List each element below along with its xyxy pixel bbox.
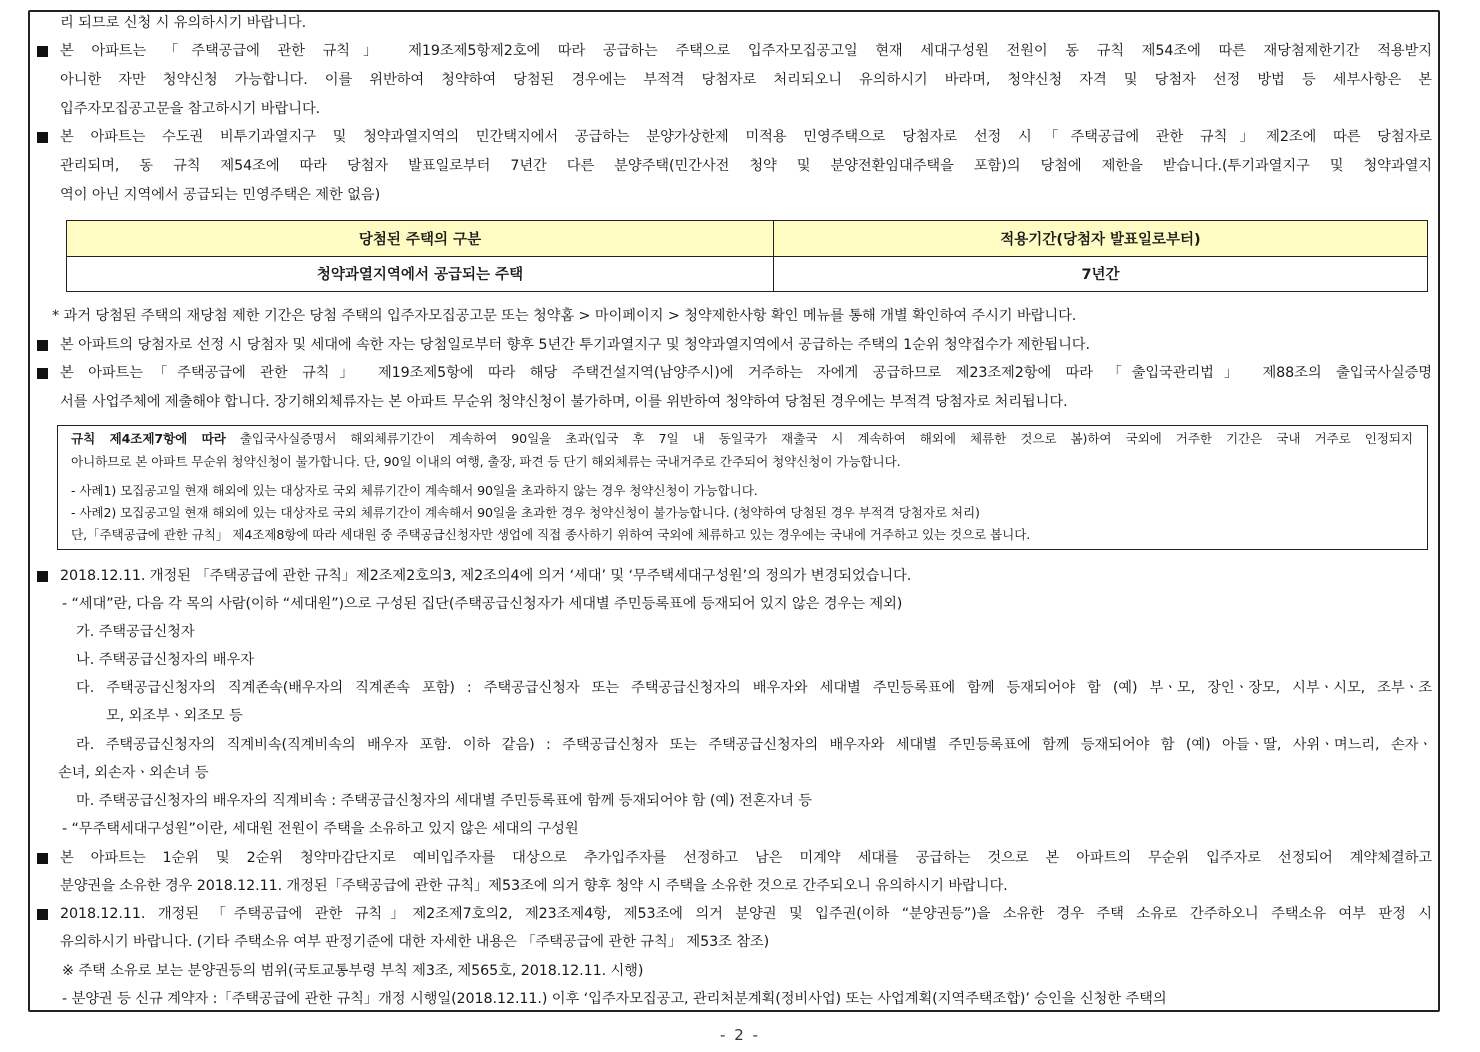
paragraph-unranked-line-2: 분양권을 소유한 경우 2018.12.11. 개정된「주택공급에 관한 규칙」제53조에 의거 향후 청약 시 주택을 소유한 것으로 간주되오니 유의하시기 바랍니다. xyxy=(60,878,1008,894)
paragraph-unranked-line-1: 본 아파트는 1순위 및 2순위 청약마감단지로 예비입주자를 대상으로 추가입주자를 선정하고 남은 미계약 세대를 공급하는 것으로 본 아파트의 무순위 입주자로 선정되어 계약체결하고 xyxy=(60,850,1432,866)
no-house-definition: - “무주택세대구성원”이란, 세대원 전원이 주택을 소유하고 있지 않은 세대의 구성원 xyxy=(62,821,579,837)
household-item-na: 나. 주택공급신청자의 배우자 xyxy=(76,652,254,668)
household-definition: - “세대”란, 다음 각 목의 사람(이하 “세대원”)으로 구성된 집단(주택공급신청자가 세대별 주민등록표에 등재되어 있지 않은 경우는 제외) xyxy=(62,596,903,612)
box-line-1-rest: 출입국사실증명서 해외체류기간이 계속하여 90일을 초과(입국 후 7일 내 동일국가 재출국 시 계속하여 해외에 체류한 것으로 봄)하여 국외에 거주한 기간은 국내 거주로 인정되지 xyxy=(225,431,1413,446)
paragraph-presale-right-line-1: 2018.12.11. 개정된 「주택공급에 관한 규칙」제2조제7호의2, 제23조제4항, 제53조에 의거 분양권 및 입주권(이하 “분양권등”)을 소유한 경우 주택 소유로 간주하오니 주택소유 여부 판정 시 xyxy=(60,906,1432,922)
household-item-ra-line-1: 라. 주택공급신청자의 직계비속(직계비속의 배우자 포함. 이하 같음) : 주택공급신청자 또는 주택공급신청자의 배우자와 세대별 주민등록표에 함께 등재되어야 함 (예) 아들ㆍ딸, 사위ㆍ며느리, 손자ㆍ xyxy=(76,737,1432,753)
paragraph-residency-line-2: 서를 사업주체에 제출해야 합니다. 장기해외체류자는 본 아파트 무순위 청약신청이 불가하며, 이를 위반하여 청약하여 당첨된 경우에는 부적격 당첨자로 처리됩니다. xyxy=(60,394,1068,410)
box-bold-lead: 규칙 제4조제7항에 따라 xyxy=(71,431,226,446)
paragraph-rewin-line-2: 아니한 자만 청약신청 가능합니다. 이를 위반하여 청약하여 당첨된 경우에는 부적격 당첨자로 처리되오니 유의하시기 바라며, 청약신청 자격 및 당첨자 선정 방법 등 세부사항은 본 xyxy=(60,72,1432,88)
bullet-square-icon xyxy=(37,340,48,351)
box-line-2: 아니하므로 본 아파트 무순위 청약신청이 불가합니다. 단, 90일 이내의 여행, 출장, 파견 등 단기 해외체류는 국내거주로 간주되어 청약신청이 가능합니다. xyxy=(71,454,901,469)
paragraph-rewin-line-3: 입주자모집공고문을 참고하시기 바랍니다. xyxy=(60,101,321,117)
household-item-da-line-2: 모, 외조부ㆍ외조모 등 xyxy=(106,708,243,724)
paragraph-rewin-line-1: 본 아파트는 「주택공급에 관한 규칙」 제19조제5항제2호에 따라 공급하는 주택으로 입주자모집공고일 현재 세대구성원 전원이 동 규칙 제54조에 따른 재당첨제한기간 적용받지 xyxy=(60,43,1432,59)
household-item-da-line-1: 다. 주택공급신청자의 직계존속(배우자의 직계존속 포함) : 주택공급신청자 또는 주택공급신청자의 배우자와 세대별 주민등록표에 함께 등재되어야 함 (예) 부ㆍ모, 장인ㆍ장모, 시부ㆍ시모, 조부ㆍ조 xyxy=(76,680,1432,696)
household-item-ga: 가. 주택공급신청자 xyxy=(76,624,195,640)
bullet-square-icon xyxy=(37,132,48,143)
note-text: * 과거 당첨된 주택의 재당첨 제한 기간은 당첨 주택의 입주자모집공고문 또는 청약홈 > 마이페이지 > 청약제한사항 확인 메뉴를 통해 개별 확인하여 주시기 바랍니다. xyxy=(52,308,1077,324)
bullet-square-icon xyxy=(37,909,48,920)
paragraph-residency-line-1: 본 아파트는「주택공급에 관한 규칙」 제19조제5항에 따라 해당 주택건설지역(남양주시)에 거주하는 자에게 공급하므로 제23조제2항에 따라 「출입국관리법」 제88조의 출입국사실증명 xyxy=(60,365,1432,381)
bullet-square-icon xyxy=(37,46,48,57)
paragraph-restriction-line-1: 본 아파트는 수도권 비투기과열지구 및 청약과열지역의 민간택지에서 공급하는 분양가상한제 미적용 민영주택으로 당첨자로 선정 시「주택공급에 관한 규칙」제2조에 따른 당첨자로 xyxy=(60,129,1432,145)
household-item-ra-line-2: 손녀, 외손자ㆍ외손녀 등 xyxy=(58,765,209,781)
page-number: - 2 - xyxy=(720,1026,760,1044)
bullet-square-icon xyxy=(37,368,48,379)
table-cell-period: 7년간 xyxy=(774,256,1428,292)
paragraph-first-rank-limit: 본 아파트의 당첨자로 선정 시 당첨자 및 세대에 속한 자는 당첨일로부터 향후 5년간 투기과열지구 및 청약과열지역에서 공급하는 주택의 1순위 청약접수가 제한됩니다. xyxy=(60,337,1090,353)
bullet-square-icon xyxy=(37,853,48,864)
new-contract-text: - 분양권 등 신규 계약자 :「주택공급에 관한 규칙」개정 시행일(2018.12.11.) 이후 ‘입주자모집공고, 관리처분계획(정비사업) 또는 사업계획(지역주택조합)’ 승인을 신청한 주택의 xyxy=(62,991,1167,1007)
presale-right-scope: ※ 주택 소유로 보는 분양권등의 범위(국토교통부령 부칙 제3조, 제565호, 2018.12.11. 시행) xyxy=(62,963,644,979)
household-item-ma: 마. 주택공급신청자의 배우자의 직계비속 : 주택공급신청자의 세대별 주민등록표에 함께 등재되어야 함 (예) 전혼자녀 등 xyxy=(76,793,813,809)
rewin-restriction-table xyxy=(66,220,1428,292)
paragraph-presale-right-line-2: 유의하시기 바랍니다. (기타 주택소유 여부 판정기준에 대한 자세한 내용은 「주택공급에 관한 규칙」 제53조 참조) xyxy=(60,934,770,950)
box-case-1: - 사례1) 모집공고일 현재 해외에 있는 대상자로 국외 체류기간이 계속해서 90일을 초과하지 않는 경우 청약신청이 가능합니다. xyxy=(71,483,758,498)
table-cell-category: 청약과열지역에서 공급되는 주택 xyxy=(67,256,774,292)
paragraph-restriction-line-2: 관리되며, 동 규칙 제54조에 따라 당첨자 발표일로부터 7년간 다른 분양주택(민간사전 청약 및 분양전환임대주택을 포함)의 당첨에 제한을 받습니다.(투기과열지구 및 청약과열지 xyxy=(60,158,1432,174)
bullet-square-icon xyxy=(37,571,48,582)
table-header-category: 당첨된 주택의 구분 xyxy=(67,221,774,257)
box-line-1 xyxy=(71,430,1413,448)
box-exception: 단,「주택공급에 관한 규칙」 제4조제8항에 따라 세대원 중 주택공급신청자만 생업에 직접 종사하기 위하여 국외에 체류하고 있는 경우에는 국내에 거주하고 있는 것으로 봅니다. xyxy=(71,527,1031,542)
continuation-text: 리 되므로 신청 시 유의하시기 바랍니다. xyxy=(60,15,307,31)
box-case-2: - 사례2) 모집공고일 현재 해외에 있는 대상자로 국외 체류기간이 계속해서 90일을 초과한 경우 청약신청이 불가능합니다. (청약하여 당첨된 경우 부적격 당첨자로 처리) xyxy=(71,505,980,520)
household-intro: 2018.12.11. 개정된 「주택공급에 관한 규칙」제2조제2호의3, 제2조의4에 의거 ‘세대’ 및 ‘무주택세대구성원’의 정의가 변경되었습니다. xyxy=(60,568,912,584)
table-header-period: 적용기간(당첨자 발표일로부터) xyxy=(774,221,1428,257)
paragraph-restriction-line-3: 역이 아닌 지역에서 공급되는 민영주택은 제한 없음) xyxy=(60,187,381,203)
